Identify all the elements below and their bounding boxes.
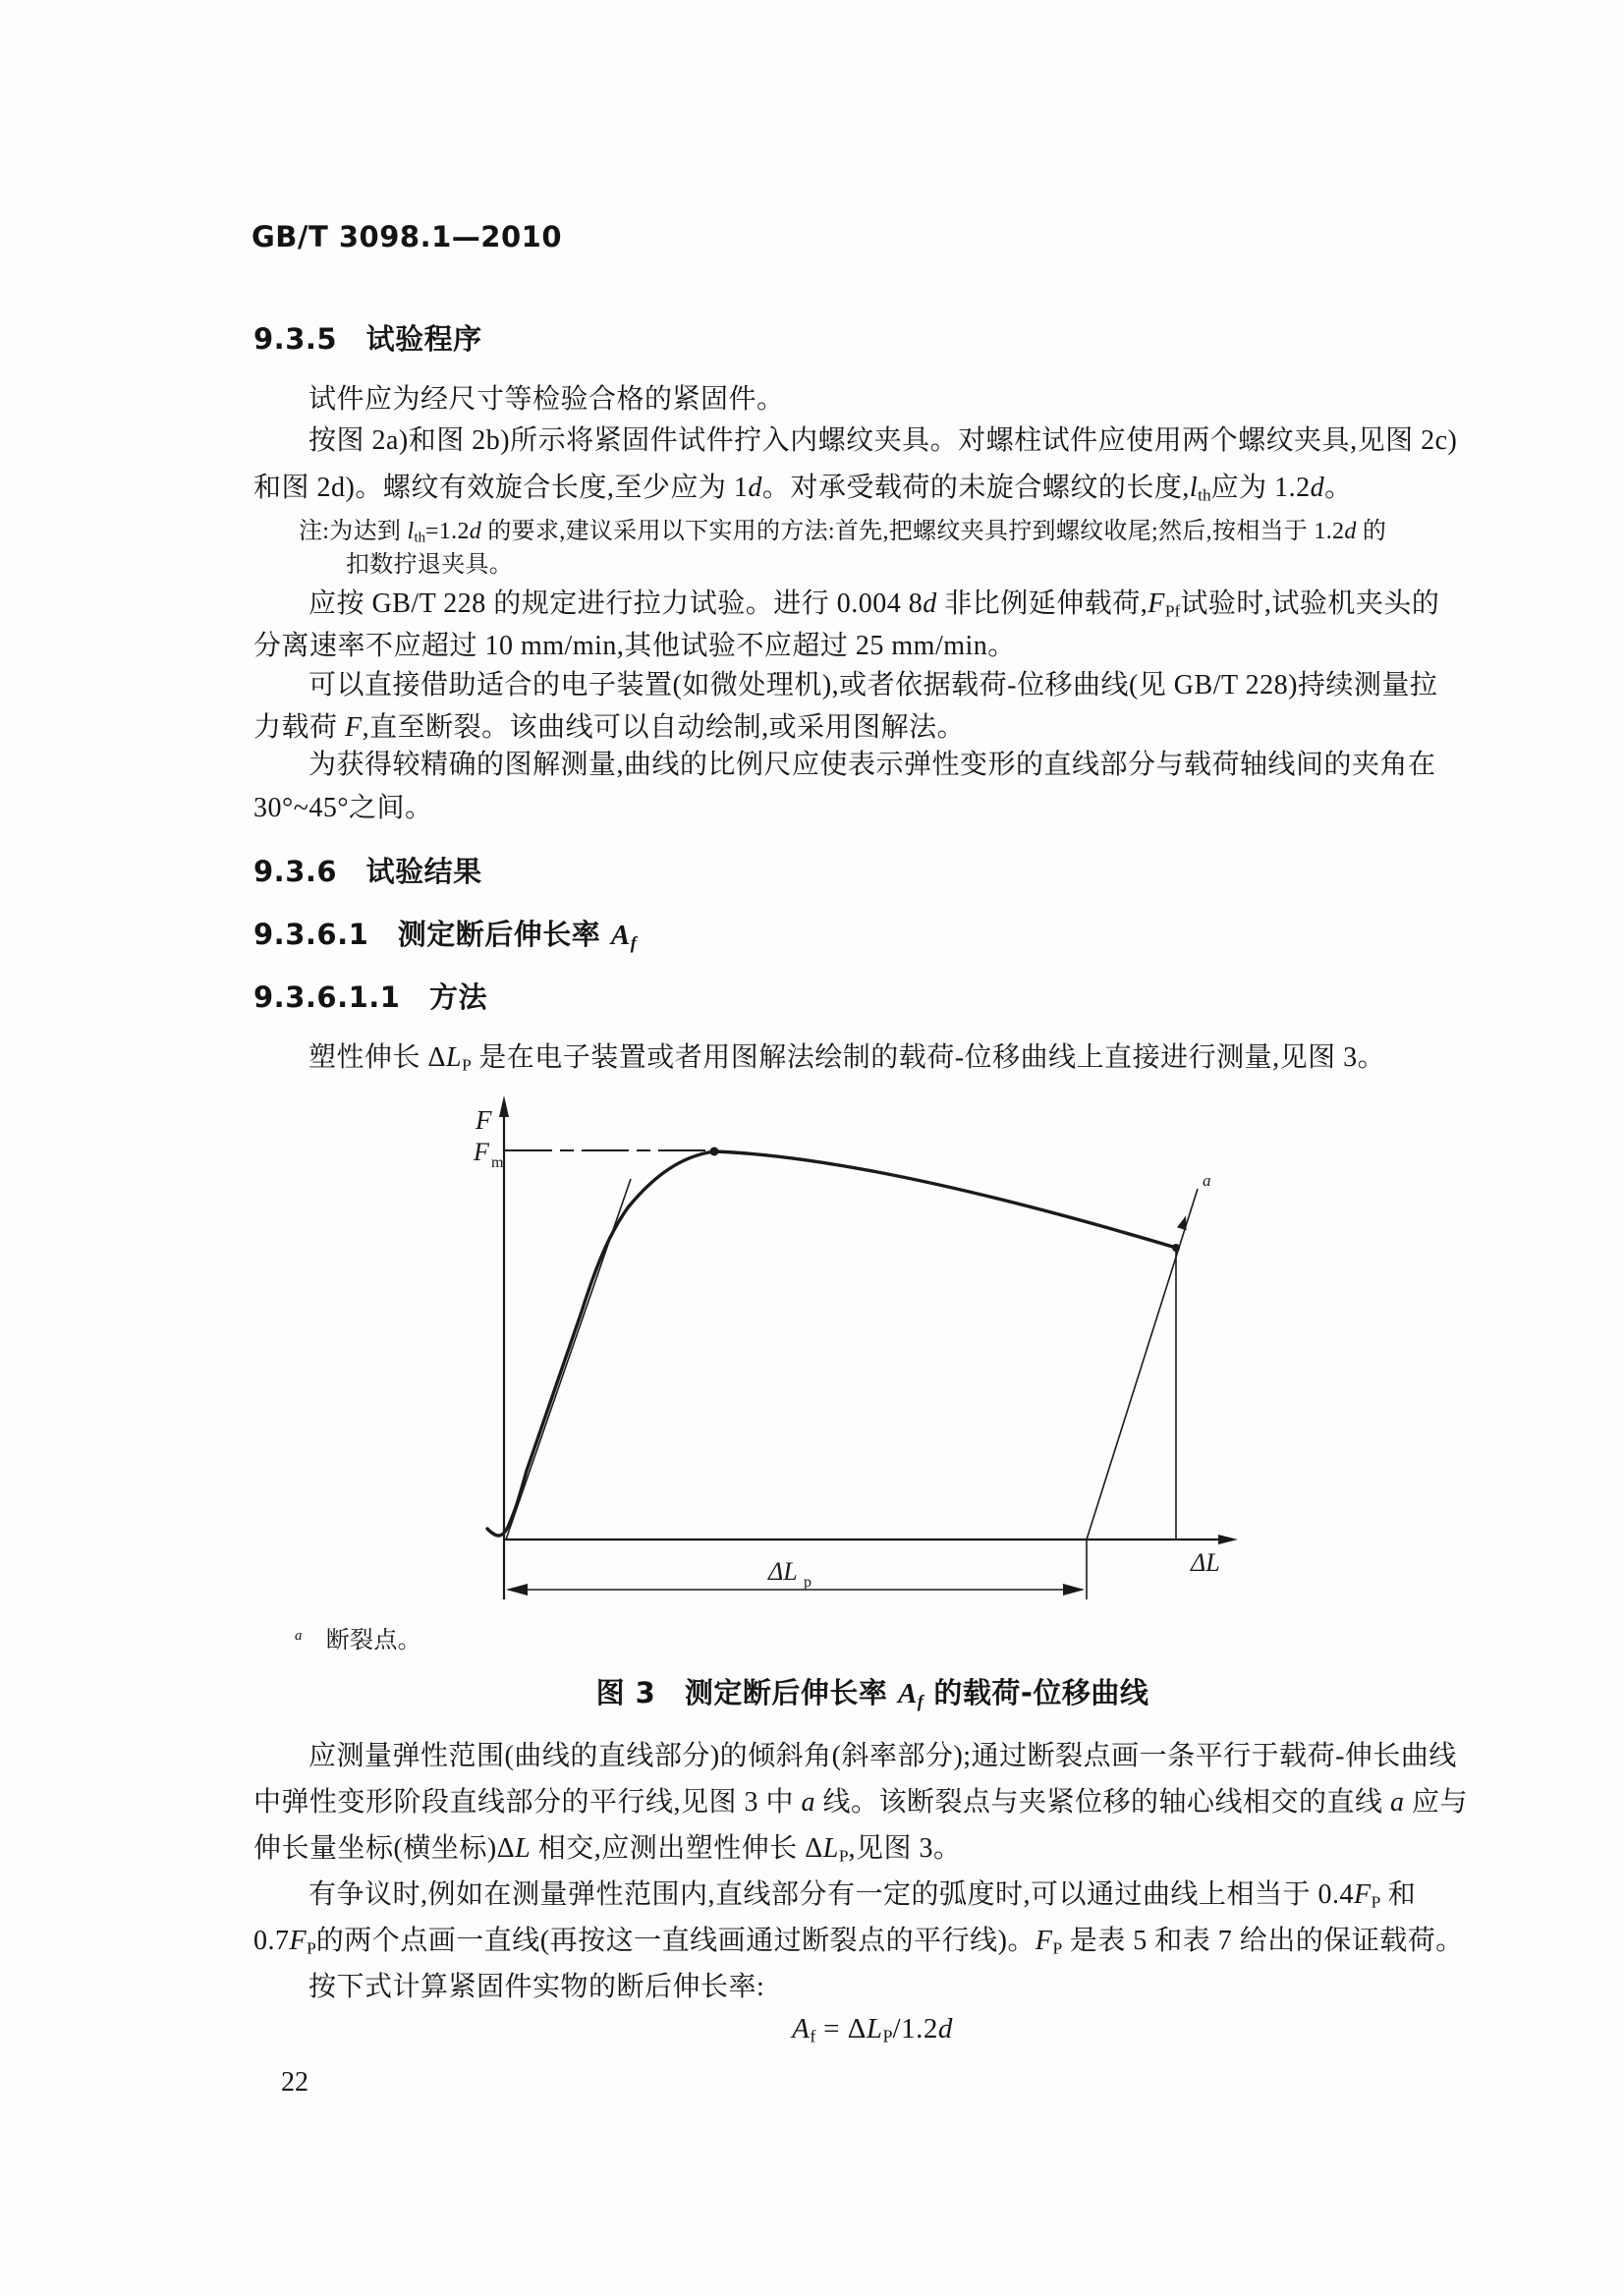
paragraph-line: 30°~45°之间。 bbox=[253, 793, 433, 823]
fm-label: F bbox=[474, 1138, 489, 1166]
load-displacement-curve bbox=[487, 1151, 1176, 1536]
paragraph-line: 为获得较精确的图解测量,曲线的比例尺应使表示弹性变形的直线部分与载荷轴线间的夹角在 bbox=[308, 750, 1436, 780]
figure-footnote: $^a$ 断裂点。 bbox=[295, 1628, 421, 1654]
y-axis-arrow-icon bbox=[499, 1095, 509, 1117]
x-axis-arrow-icon bbox=[1218, 1535, 1238, 1544]
y-axis-label: F bbox=[476, 1105, 492, 1135]
page-number: 22 bbox=[281, 2067, 308, 2098]
paragraph-line: 力载荷 F,直至断裂。该曲线可以自动绘制,或采用图解法。 bbox=[253, 712, 966, 743]
paragraph-line: 试件应为经尺寸等检验合格的紧固件。 bbox=[308, 384, 785, 415]
paragraph-line: 和图 2d)。螺纹有效旋合长度,至少应为 1d。对承受载荷的未旋合螺纹的长度,lth应为 1.2d。 bbox=[253, 473, 1353, 505]
dimension-arrow-right-icon bbox=[1063, 1584, 1085, 1596]
paragraph-line: 按下式计算紧固件实物的断后伸长率: bbox=[308, 1972, 765, 2002]
paragraph-line: 应按 GB/T 228 的规定进行拉力试验。进行 0.004 8d 非比例延伸载荷,FPf试验时,试验机夹头的 bbox=[308, 588, 1440, 621]
figure-caption: 图 3 测定断后伸长率 Af 的载荷-位移曲线 bbox=[595, 1676, 1149, 1711]
dlp-label: ΔL bbox=[768, 1557, 798, 1586]
paragraph-line: 按图 2a)和图 2b)所示将紧固件试件拧入内螺纹夹具。对螺柱试件应使用两个螺纹夹具,见图 2c) bbox=[308, 425, 1458, 456]
paragraph-line: 塑性伸长 ΔLP 是在电子装置或者用图解法绘制的载荷-位移曲线上直接进行测量,见图 3。 bbox=[308, 1042, 1386, 1075]
paragraph-line: 分离速率不应超过 10 mm/min,其他试验不应超过 25 mm/min。 bbox=[253, 631, 1016, 661]
paragraph-line: 0.7FP的两个点画一直线(再按这一直线画通过断裂点的平行线)。FP 是表 5 和表 7 给出的保证载荷。 bbox=[253, 1926, 1464, 1958]
note-line: 扣数拧退夹具。 bbox=[346, 552, 514, 578]
paragraph-line: 应测量弹性范围(曲线的直线部分)的倾斜角(斜率部分);通过断裂点画一条平行于载荷-伸长曲线 bbox=[308, 1741, 1457, 1771]
line-a bbox=[1087, 1189, 1198, 1540]
paragraph-line: 中弹性变形阶段直线部分的平行线,见图 3 中 a 线。该断裂点与夹紧位移的轴心线相交的直线 a 应与 bbox=[253, 1787, 1469, 1818]
x-axis-label: ΔL bbox=[1191, 1548, 1220, 1577]
paragraph-line: 有争议时,例如在测量弹性范围内,直线部分有一定的弧度时,可以通过曲线上相当于 0.4FP 和 bbox=[308, 1879, 1417, 1912]
heading-9-3-6-1: 9.3.6.1 测定断后伸长率 Af bbox=[253, 918, 637, 953]
heading-9-3-6: 9.3.6 试验结果 bbox=[253, 855, 482, 888]
figure-3-load-displacement-chart bbox=[413, 1076, 1395, 1646]
heading-9-3-6-1-1: 9.3.6.1.1 方法 bbox=[253, 980, 487, 1014]
note-line: 注:为达到 lth=1.2d 的要求,建议采用以下实用的方法:首先,把螺纹夹具拧到螺纹收尾;然后,按相当于 1.2d 的 bbox=[299, 519, 1387, 546]
page-header: GB/T 3098.1—2010 bbox=[252, 220, 562, 253]
paragraph-line: 伸长量坐标(横坐标)ΔL 相交,应测出塑性伸长 ΔLP,见图 3。 bbox=[253, 1833, 962, 1866]
heading-9-3-5: 9.3.5 试验程序 bbox=[253, 322, 482, 356]
fm-label-sub: m bbox=[491, 1154, 504, 1171]
line-a-label: a bbox=[1203, 1171, 1211, 1190]
formula-af: Af = ΔLP/1.2d bbox=[792, 2013, 953, 2046]
dimension-arrow-left-icon bbox=[506, 1584, 528, 1596]
paragraph-line: 可以直接借助适合的电子装置(如微处理机),或者依据载荷-位移曲线(见 GB/T 228)持续测量拉 bbox=[308, 670, 1438, 700]
dlp-label-sub: p bbox=[804, 1574, 812, 1591]
